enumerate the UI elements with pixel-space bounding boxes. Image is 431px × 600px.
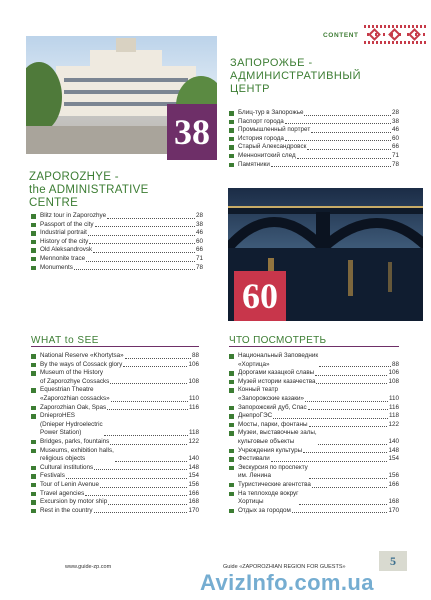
toc-item-label: Old Aleksandrovsk: [40, 246, 93, 254]
toc-item-label: Blitz tour in Zaporozhye: [40, 212, 107, 219]
bullet-square-icon: [31, 248, 36, 253]
toc-item-page: 166: [388, 480, 399, 488]
toc-item-page: 148: [188, 463, 199, 471]
dot-leader: [74, 269, 195, 270]
bullet-square-icon: [229, 388, 234, 393]
toc-item-page: 108: [388, 377, 399, 385]
toc-item-label: Travel agencies: [40, 489, 85, 497]
bullet-square-icon: [229, 120, 234, 125]
bullet-square-icon: [31, 492, 36, 497]
bullet-square-icon: [229, 380, 234, 385]
toc-item-page: 122: [388, 420, 399, 428]
dot-leader: [292, 512, 388, 513]
toc-item[interactable]: [31, 246, 203, 255]
toc-item[interactable]: [229, 369, 399, 378]
toc-item-page: 166: [188, 489, 199, 497]
toc-item-label: Mennonite trace: [40, 254, 86, 262]
toc-item-label: Музеи, выставочные залы, культовые объекты: [238, 429, 317, 445]
bullet-square-icon: [229, 509, 234, 514]
toc-item-page: 116: [388, 403, 399, 411]
dot-leader: [273, 418, 388, 419]
toc-item-label: Passport of the city: [40, 220, 94, 228]
toc-item-page: 60: [195, 237, 203, 245]
toc-item[interactable]: [31, 361, 199, 370]
toc-item[interactable]: [229, 386, 399, 403]
dot-leader: [309, 426, 388, 427]
toc-item[interactable]: [31, 464, 199, 473]
bullet-square-icon: [31, 354, 36, 359]
bullet-square-icon: [229, 137, 234, 142]
toc-item-label: Туристические агентства: [238, 480, 311, 488]
toc-item-label: Cultural institutions: [40, 463, 94, 471]
dot-leader: [110, 383, 187, 384]
dot-leader: [271, 461, 388, 462]
dot-leader: [123, 366, 187, 367]
toc-item-page: 156: [188, 480, 199, 488]
bullet-square-icon: [31, 474, 36, 479]
toc-item-page: 60: [391, 134, 399, 142]
bullet-square-icon: [229, 466, 234, 471]
footer-guide-title: Guide «ZAPOROZHIAN REGION FOR GUESTS»: [223, 564, 346, 570]
toc-item-label: Запорожский дуб, Спас: [238, 403, 307, 411]
toc-item-page: 140: [388, 437, 399, 445]
toc-item[interactable]: [31, 238, 203, 247]
bullet-square-icon: [31, 449, 36, 454]
toc-item-page: 108: [188, 377, 199, 385]
toc-item-label: Museum of the History of Zaporozhye Cossacks: [40, 369, 110, 385]
bullet-square-icon: [31, 371, 36, 376]
dot-leader: [305, 401, 388, 402]
dot-leader: [66, 478, 188, 479]
toc-list-zaporozhye-ru: [229, 109, 399, 169]
bullet-square-icon: [31, 500, 36, 505]
toc-item-label: History of the city: [40, 237, 89, 245]
dot-leader: [316, 383, 387, 384]
toc-item[interactable]: [229, 404, 399, 413]
bullet-square-icon: [229, 406, 234, 411]
dot-leader: [285, 123, 391, 124]
content-label: CONTENT: [323, 32, 359, 39]
toc-item-page: 28: [195, 212, 203, 219]
toc-item-page: 78: [195, 263, 203, 271]
toc-item-label: Старый Александровск: [238, 143, 307, 151]
toc-item-page: 168: [188, 498, 199, 506]
toc-item-label: Excursion by motor ship: [40, 498, 108, 506]
dot-leader: [88, 235, 195, 236]
toc-item-label: История города: [238, 134, 284, 142]
toc-item-label: Museums, exhibition halls, religious objects: [40, 446, 114, 463]
toc-item[interactable]: [229, 143, 399, 152]
toc-item[interactable]: [31, 369, 199, 386]
toc-item[interactable]: [229, 429, 399, 446]
toc-item-page: 118: [388, 412, 399, 420]
toc-item[interactable]: [31, 255, 203, 264]
dot-leader: [86, 261, 195, 262]
toc-item-label: Bridges, parks, fountains: [40, 437, 110, 445]
dot-leader: [94, 512, 188, 513]
toc-item-label: Festivals: [40, 472, 65, 480]
dot-leader: [297, 158, 391, 159]
bullet-square-icon: [31, 266, 36, 271]
toc-item[interactable]: [229, 455, 399, 464]
bullet-square-icon: [31, 509, 36, 514]
toc-item-page: 116: [188, 403, 199, 411]
dot-leader: [85, 495, 187, 496]
section-title-zaporozhye-en: ZAPOROZHYE - the ADMINISTRATIVE CENTRE: [29, 171, 149, 209]
bullet-square-icon: [229, 371, 234, 376]
toc-item[interactable]: [31, 386, 199, 403]
bullet-square-icon: [229, 128, 234, 133]
toc-item-page: 170: [388, 506, 399, 514]
page-badge-38: 38: [167, 104, 217, 160]
dot-leader: [309, 478, 388, 479]
toc-item-label: Equestrian Theatre «Zaporozhian cossacks»: [40, 386, 110, 402]
toc-item-page: 106: [188, 360, 199, 368]
page-badge-60: 60: [234, 271, 286, 321]
divider: [229, 346, 399, 347]
toc-item-label: Блиц-тур в Запорожье: [238, 109, 304, 116]
toc-item[interactable]: [229, 118, 399, 127]
section-title-what-to-see-en: WHAT to SEE: [31, 335, 99, 346]
dot-leader: [93, 252, 195, 253]
dot-leader: [107, 218, 195, 219]
toc-list-zaporozhye-en: [31, 212, 203, 272]
toc-item[interactable]: [229, 152, 399, 161]
toc-item-label: Rest in the country: [40, 506, 93, 514]
toc-item-page: 88: [391, 360, 399, 368]
bullet-square-icon: [229, 483, 234, 488]
toc-item-label: Zaporozhian Oak, Spas: [40, 403, 107, 411]
dot-leader: [308, 409, 388, 410]
toc-list-what-to-see-ru: [229, 352, 399, 515]
bullet-square-icon: [31, 483, 36, 488]
toc-item-page: 71: [391, 151, 399, 159]
toc-item-page: 66: [391, 143, 399, 151]
dot-leader: [100, 487, 187, 488]
bullet-square-icon: [229, 111, 234, 116]
dot-leader: [285, 140, 391, 141]
toc-item-label: Паспорт города: [238, 117, 284, 125]
bullet-square-icon: [229, 145, 234, 150]
bullet-square-icon: [31, 231, 36, 236]
toc-item-label: ДнепроГЭС: [238, 412, 273, 420]
toc-item-page: 38: [195, 220, 203, 228]
toc-item-page: 38: [391, 117, 399, 125]
bullet-square-icon: [31, 388, 36, 393]
dot-leader: [111, 401, 188, 402]
bullet-square-icon: [229, 423, 234, 428]
toc-item-page: 28: [391, 109, 399, 116]
toc-item-page: 46: [195, 229, 203, 237]
toc-item[interactable]: [31, 264, 203, 273]
toc-item-label: Tour of Lenin Avenue: [40, 480, 100, 488]
toc-item-label: Отдых за городом: [238, 506, 291, 514]
bullet-square-icon: [31, 240, 36, 245]
toc-item-page: 66: [195, 246, 203, 254]
toc-item[interactable]: [31, 507, 199, 516]
dot-leader: [318, 444, 388, 445]
page-number: 5: [379, 551, 407, 571]
toc-item-page: 110: [388, 394, 399, 402]
bullet-square-icon: [31, 466, 36, 471]
toc-item[interactable]: [229, 421, 399, 430]
toc-item-label: На теплоходе вокруг Хортицы: [238, 489, 299, 506]
dot-leader: [307, 149, 391, 150]
toc-item-label: Экскурсия по проспекту им. Ленина: [238, 463, 308, 480]
toc-item-page: 88: [191, 352, 199, 359]
dot-leader: [104, 435, 188, 436]
toc-item[interactable]: [31, 472, 199, 481]
toc-item[interactable]: [229, 481, 399, 490]
toc-item-label: Меннонитский след: [238, 151, 296, 159]
bullet-square-icon: [31, 257, 36, 262]
toc-item[interactable]: [31, 490, 199, 499]
toc-item[interactable]: [229, 352, 399, 369]
toc-item-label: Музей истории казачества: [238, 377, 316, 385]
toc-item-label: DnieproHES (Dnieper Hydroelectric Power Station): [40, 412, 103, 437]
toc-item-page: 154: [388, 455, 399, 463]
footer-url[interactable]: www.guide-zp.com: [65, 564, 112, 570]
dot-leader: [125, 358, 191, 359]
toc-list-what-to-see-en: [31, 352, 199, 515]
toc-item-label: Monuments: [40, 263, 73, 271]
dot-leader: [95, 226, 195, 227]
bullet-square-icon: [229, 457, 234, 462]
toc-item[interactable]: [229, 464, 399, 481]
toc-item-page: 170: [188, 506, 199, 514]
watermark: AvizInfo.com.ua: [200, 570, 374, 595]
toc-item-label: Учреждения культуры: [238, 446, 303, 454]
toc-item[interactable]: [229, 507, 399, 516]
toc-item[interactable]: [31, 481, 199, 490]
toc-item-page: 168: [388, 498, 399, 506]
toc-item-page: 71: [195, 254, 203, 262]
bullet-square-icon: [31, 223, 36, 228]
toc-item-label: Конный театр «Запорожские казаки»: [238, 386, 305, 402]
toc-item-page: 148: [388, 446, 399, 454]
dot-leader: [94, 469, 187, 470]
toc-item[interactable]: [31, 212, 203, 221]
dot-leader: [304, 115, 391, 116]
bullet-square-icon: [229, 431, 234, 436]
toc-item-page: 110: [188, 394, 199, 402]
toc-item-page: 46: [391, 126, 399, 134]
bullet-square-icon: [229, 163, 234, 168]
ornament-icon: [364, 25, 426, 44]
dot-leader: [303, 452, 387, 453]
toc-item-page: 140: [188, 455, 199, 463]
dot-leader: [315, 375, 387, 376]
bullet-square-icon: [229, 414, 234, 419]
toc-item-label: Фестивали: [238, 455, 270, 463]
toc-item[interactable]: [31, 447, 199, 464]
toc-item[interactable]: [229, 109, 399, 118]
toc-item-page: 156: [388, 472, 399, 480]
toc-item-page: 122: [188, 437, 199, 445]
dot-leader: [110, 444, 187, 445]
dot-leader: [107, 409, 188, 410]
toc-item[interactable]: [229, 490, 399, 507]
bullet-square-icon: [229, 492, 234, 497]
toc-item-label: By the ways of Cossack glory: [40, 360, 123, 368]
divider: [31, 346, 199, 347]
toc-item-label: National Reserve «Khortytsa»: [40, 352, 124, 359]
dot-leader: [108, 504, 187, 505]
toc-item-label: Industrial portrait: [40, 229, 87, 237]
toc-item[interactable]: [229, 447, 399, 456]
toc-item-label: Национальный Заповедник «Хортица»: [238, 352, 319, 368]
bullet-square-icon: [229, 354, 234, 359]
toc-item[interactable]: [31, 404, 199, 413]
toc-item[interactable]: [229, 161, 399, 170]
dot-leader: [89, 243, 195, 244]
dot-leader: [311, 132, 391, 133]
toc-item-page: 118: [188, 429, 199, 437]
toc-item[interactable]: [31, 498, 199, 507]
toc-item-page: 78: [391, 160, 399, 168]
toc-item[interactable]: [229, 412, 399, 421]
toc-item-label: Мосты, парки, фонтаны: [238, 420, 308, 428]
dot-leader: [115, 461, 188, 462]
toc-item[interactable]: [31, 229, 203, 238]
bullet-square-icon: [31, 363, 36, 368]
section-title-zaporozhye-ru: ЗАПОРОЖЬЕ - АДМИНИСТРАТИВНЫЙ ЦЕНТР: [230, 57, 361, 95]
toc-item-label: Дорогами казацкой славы: [238, 369, 315, 377]
bullet-square-icon: [229, 154, 234, 159]
dot-leader: [299, 504, 387, 505]
toc-item[interactable]: [31, 352, 199, 361]
toc-item[interactable]: [31, 221, 203, 230]
dot-leader: [312, 487, 388, 488]
dot-leader: [319, 366, 391, 367]
bullet-square-icon: [31, 440, 36, 445]
toc-item[interactable]: [31, 438, 199, 447]
section-title-what-to-see-ru: ЧТО ПОСМОТРЕТЬ: [229, 335, 327, 346]
bullet-square-icon: [229, 449, 234, 454]
dot-leader: [271, 166, 391, 167]
toc-item[interactable]: [31, 412, 199, 438]
bullet-square-icon: [31, 214, 36, 219]
toc-item-page: 106: [388, 369, 399, 377]
toc-item-label: Промышленный портрет: [238, 126, 311, 134]
toc-item[interactable]: [229, 126, 399, 135]
toc-item-page: 154: [188, 472, 199, 480]
bullet-square-icon: [31, 414, 36, 419]
toc-item-label: Памятники: [238, 160, 270, 168]
bullet-square-icon: [31, 406, 36, 411]
